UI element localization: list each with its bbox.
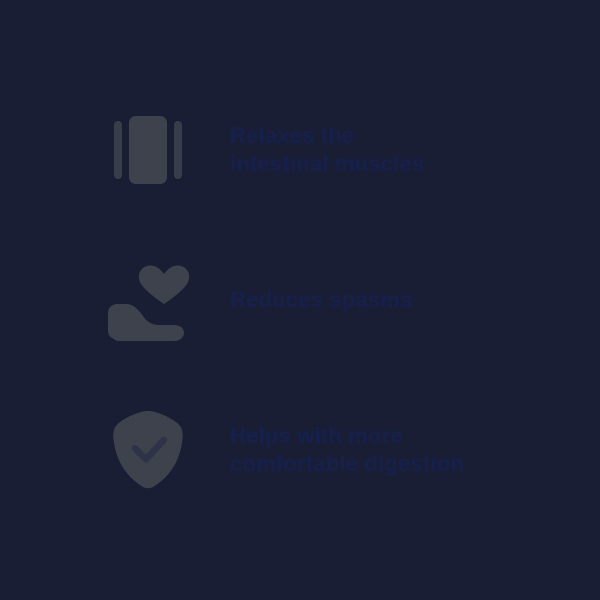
feature-row-spasms bbox=[0, 225, 600, 375]
feature-text-line: Reduces spasms bbox=[230, 287, 413, 312]
feature-text bbox=[230, 422, 464, 478]
feature-text-line: comfortable digestion bbox=[230, 451, 464, 476]
hand-holding-heart-icon bbox=[106, 258, 190, 342]
feature-row-digestion bbox=[0, 375, 600, 525]
shield-check-icon bbox=[106, 409, 190, 491]
feature-text-line: Helps with more bbox=[230, 423, 403, 448]
relaxed-muscles-icon bbox=[106, 116, 190, 184]
feature-text bbox=[230, 286, 413, 314]
feature-text-line: intestinal muscles bbox=[230, 151, 425, 176]
feature-row-relaxes bbox=[0, 75, 600, 225]
feature-text-line: Relaxes the bbox=[230, 123, 355, 148]
feature-text bbox=[230, 122, 424, 178]
